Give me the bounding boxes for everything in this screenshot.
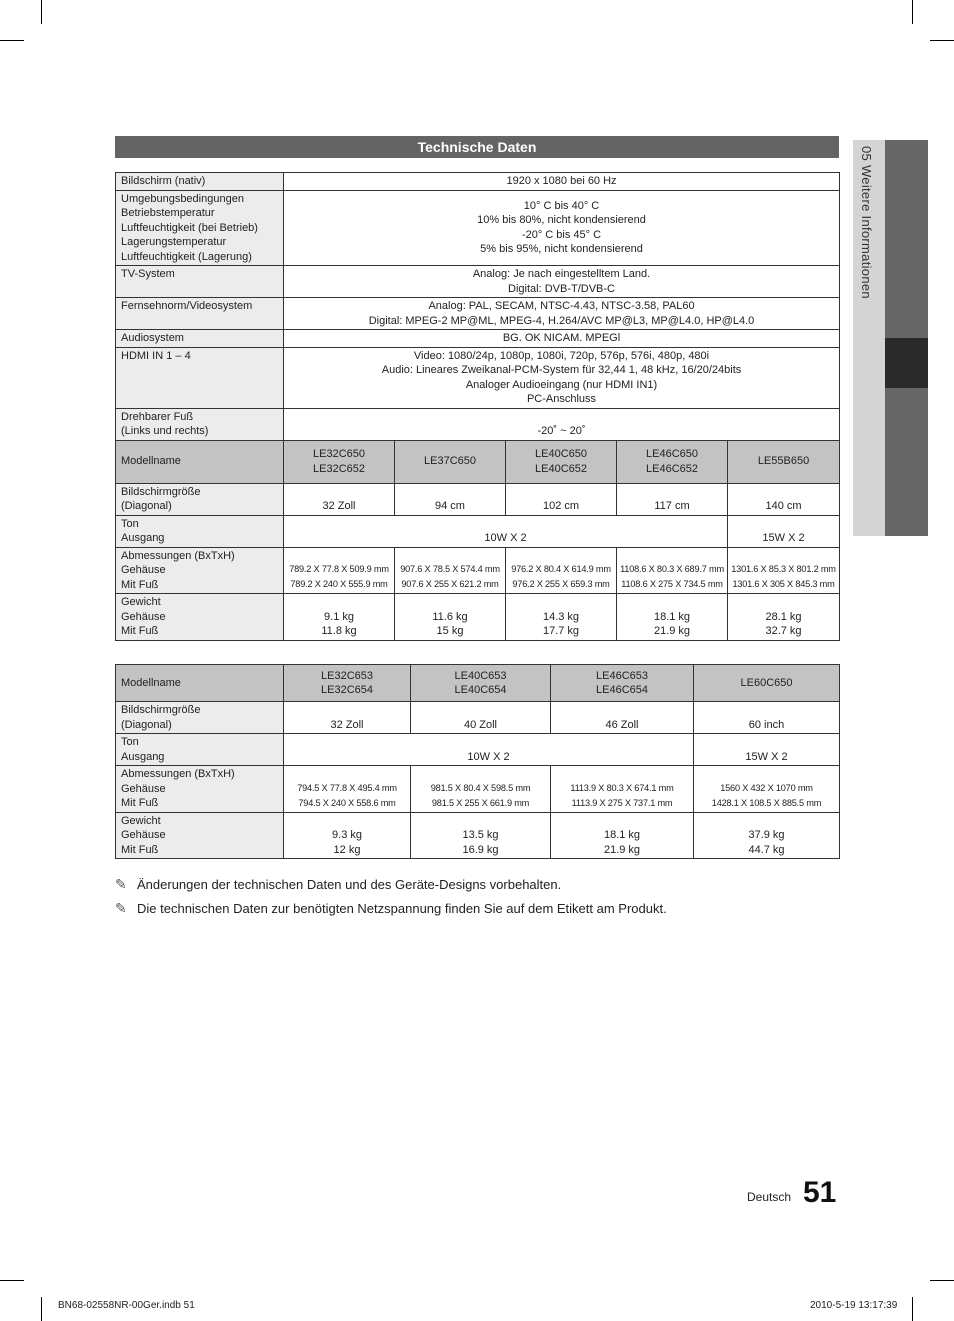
pencil-icon: ✎ bbox=[115, 876, 127, 892]
cell-line: Analoger Audioeingang (nur HDMI IN1) bbox=[465, 378, 658, 391]
spec-value bbox=[284, 190, 840, 266]
cell-line: 18.1 kg bbox=[603, 829, 641, 841]
crop-mark bbox=[930, 1280, 954, 1281]
size-value: 60 inch bbox=[694, 702, 840, 734]
cell-line: LE46C650 bbox=[646, 448, 698, 460]
crop-mark bbox=[0, 40, 24, 41]
cell-line: 907.6 X 78.5 X 574.4 mm bbox=[400, 564, 500, 574]
model-name bbox=[694, 665, 840, 702]
size-value: 46 Zoll bbox=[551, 702, 694, 734]
cell-line: 16.9 kg bbox=[462, 843, 499, 856]
cell-line: Gehäuse bbox=[121, 782, 166, 795]
note: ✎ Änderungen der technischen Daten und des Geräte-Designs vorbehalten. bbox=[115, 876, 562, 892]
cell-line: Analog: PAL, SECAM, NTSC-4.43, NTSC-3.58, PAL60 bbox=[428, 300, 695, 312]
cell-line: -20° C bis 45° C bbox=[521, 228, 602, 241]
cell-line: PC-Anschluss bbox=[526, 393, 597, 405]
dimension-value bbox=[395, 547, 506, 594]
cell-line: 1113.9 X 80.3 X 674.1 mm bbox=[570, 782, 674, 793]
size-label bbox=[116, 702, 284, 734]
weight-value bbox=[694, 812, 840, 859]
cell-line: Gehäuse bbox=[121, 610, 166, 623]
cell-line: 794.5 X 77.8 X 495.4 mm bbox=[297, 782, 397, 793]
crop-mark bbox=[930, 40, 954, 41]
cell-line: 976.2 X 255 X 659.3 mm bbox=[512, 579, 610, 589]
model-label: Modellname bbox=[116, 440, 284, 483]
cell-line: 44.7 kg bbox=[748, 843, 785, 856]
spec-row bbox=[116, 298, 840, 330]
spec-row bbox=[116, 347, 840, 408]
spec-table-2 bbox=[115, 664, 840, 859]
cell-line: TV-System bbox=[121, 268, 175, 280]
sound-label bbox=[116, 734, 284, 766]
size-row bbox=[116, 702, 840, 734]
spec-row bbox=[116, 190, 840, 266]
cell-line: Gehäuse bbox=[121, 564, 166, 576]
model-label: Modellname bbox=[116, 665, 284, 702]
crop-mark bbox=[41, 0, 42, 24]
cell-line: 981.5 X 80.4 X 598.5 mm bbox=[430, 782, 531, 793]
sound-value: 10W X 2 bbox=[284, 734, 694, 766]
spec-label bbox=[116, 173, 284, 191]
cell-line: Audiosystem bbox=[121, 332, 184, 344]
sound-row bbox=[116, 734, 840, 766]
weight-value bbox=[284, 594, 395, 641]
cell-line: Mit Fuß bbox=[121, 843, 159, 856]
sound-value: 15W X 2 bbox=[694, 734, 840, 766]
cell-line: 789.2 X 240 X 555.9 mm bbox=[290, 579, 388, 589]
spec-value bbox=[284, 298, 840, 330]
cell-line: 1428.1 X 108.5 X 885.5 mm bbox=[711, 797, 822, 808]
size-value: 32 Zoll bbox=[284, 483, 395, 515]
model-name bbox=[284, 440, 395, 483]
weight-value bbox=[395, 594, 506, 641]
dimension-row bbox=[116, 547, 840, 594]
cell-line: 21.9 kg bbox=[653, 625, 691, 637]
cell-line: 11.6 kg bbox=[432, 610, 468, 623]
cell-line: 32.7 kg bbox=[765, 625, 802, 637]
model-name bbox=[395, 440, 506, 483]
cell-line: Betriebstemperatur bbox=[121, 207, 215, 219]
weight-value bbox=[728, 594, 840, 641]
cell-line: Gehäuse bbox=[121, 829, 166, 841]
cell-line: 5% bis 95%, nicht kondensierend bbox=[480, 243, 643, 256]
cell-line: 28.1 kg bbox=[765, 610, 802, 623]
spec-label bbox=[116, 266, 284, 298]
dimension-value bbox=[617, 547, 728, 594]
spec-value bbox=[284, 408, 840, 440]
cell-line: (Diagonal) bbox=[121, 718, 172, 731]
cell-line: Audio: Lineares Zweikanal-PCM-System für 32,44 1, 48 kHz, 16/20/24bits bbox=[381, 364, 742, 376]
print-slug-timestamp: 2010-5-19 13:17:39 bbox=[810, 1300, 898, 1311]
cell-line: 37.9 kg bbox=[748, 829, 785, 841]
pencil-icon: ✎ bbox=[115, 900, 127, 916]
cell-line: 1920 x 1080 bei 60 Hz bbox=[506, 175, 617, 187]
size-value: 32 Zoll bbox=[284, 702, 411, 734]
crop-mark bbox=[41, 1297, 42, 1321]
model-row bbox=[116, 440, 840, 483]
size-row bbox=[116, 483, 840, 515]
spec-label bbox=[116, 347, 284, 408]
dimension-row bbox=[116, 766, 840, 813]
cell-line: 907.6 X 255 X 621.2 mm bbox=[401, 579, 499, 589]
cell-line: 18.1 kg bbox=[653, 610, 691, 623]
size-value: 140 cm bbox=[728, 483, 840, 515]
size-value: 40 Zoll bbox=[411, 702, 551, 734]
cell-line: Ausgang bbox=[121, 532, 165, 544]
cell-line: LE46C654 bbox=[596, 684, 648, 696]
model-name bbox=[506, 440, 617, 483]
cell-line: Lagerungstemperatur bbox=[121, 236, 227, 248]
cell-line: Abmessungen (BxTxH) bbox=[121, 768, 235, 780]
cell-line: Mit Fuß bbox=[121, 797, 159, 809]
weight-value bbox=[411, 812, 551, 859]
weight-value bbox=[617, 594, 728, 641]
dimension-value bbox=[411, 766, 551, 813]
cell-line: Fernsehnorm/Videosystem bbox=[121, 300, 253, 312]
model-name bbox=[728, 440, 840, 483]
spec-label bbox=[116, 298, 284, 330]
cell-line: 1301.6 X 85.3 X 801.2 mm bbox=[731, 564, 836, 574]
sound-row bbox=[116, 515, 840, 547]
cell-line: BG. OK NICAM. MPEGl bbox=[502, 332, 621, 344]
weight-row bbox=[116, 594, 840, 641]
cell-line: Digital: DVB-T/DVB-C bbox=[508, 282, 615, 295]
cell-line: LE32C653 bbox=[321, 669, 373, 682]
cell-line: LE46C653 bbox=[596, 669, 648, 682]
cell-line: LE32C652 bbox=[313, 462, 365, 475]
cell-line: Bildschirmgröße bbox=[121, 485, 201, 498]
dimension-value bbox=[551, 766, 694, 813]
cell-line: Digital: MPEG-2 MP@ML, MPEG-4, H.264/AVC MP@L3, MP@L4.0, HP@L4.0 bbox=[368, 314, 755, 327]
sound-value: 15W X 2 bbox=[728, 515, 840, 547]
cell-line: LE32C650 bbox=[313, 448, 365, 460]
cell-line: 13.5 kg bbox=[462, 829, 499, 841]
sound-value: 10W X 2 bbox=[284, 515, 728, 547]
cell-line: Ton bbox=[121, 736, 139, 748]
spec-value bbox=[284, 266, 840, 298]
footer-language: Deutsch bbox=[747, 1190, 792, 1204]
note: ✎ Die technischen Daten zur benötigten Netzspannung finden Sie auf dem Etikett am Produkt. bbox=[115, 900, 667, 916]
weight-label bbox=[116, 812, 284, 859]
cell-line: 789.2 X 77.8 X 509.9 mm bbox=[289, 564, 389, 574]
cell-line: 981.5 X 255 X 661.9 mm bbox=[431, 797, 530, 808]
cell-line: 1560 X 432 X 1070 mm bbox=[720, 782, 813, 793]
spec-row bbox=[116, 330, 840, 348]
cell-line: 1108.6 X 80.3 X 689.7 mm bbox=[620, 564, 724, 574]
size-label bbox=[116, 483, 284, 515]
weight-value bbox=[551, 812, 694, 859]
section-title: Technische Daten bbox=[115, 136, 839, 158]
weight-row bbox=[116, 812, 840, 859]
cell-line: 17.7 kg bbox=[542, 625, 580, 637]
cell-line: Luftfeuchtigkeit (bei Betrieb) bbox=[121, 221, 258, 234]
cell-line: Gewicht bbox=[121, 596, 161, 608]
side-tab-active-block bbox=[885, 338, 928, 388]
cell-line: LE46C652 bbox=[646, 462, 698, 475]
dimension-value bbox=[506, 547, 617, 594]
spec-label bbox=[116, 330, 284, 348]
cell-line: LE37C650 bbox=[424, 455, 476, 468]
crop-mark bbox=[912, 0, 913, 24]
cell-line: Umgebungsbedingungen bbox=[121, 192, 244, 205]
cell-line: (Links und rechts) bbox=[121, 425, 209, 437]
cell-line: LE60C650 bbox=[740, 676, 793, 689]
cell-line: 1301.6 X 305 X 845.3 mm bbox=[732, 579, 835, 589]
cell-line: HDMI IN 1 – 4 bbox=[121, 349, 191, 362]
dimension-label bbox=[116, 547, 284, 594]
cell-line: Bildschirm (nativ) bbox=[121, 175, 206, 187]
spec-table-1 bbox=[115, 172, 840, 641]
spec-row bbox=[116, 408, 840, 440]
spec-row bbox=[116, 173, 840, 191]
cell-line: Video: 1080/24p, 1080p, 1080i, 720p, 576p, 576i, 480p, 480i bbox=[413, 349, 710, 362]
cell-line: 10% bis 80%, nicht kondensierend bbox=[477, 214, 646, 227]
cell-line: 1113.9 X 275 X 737.1 mm bbox=[571, 797, 673, 808]
cell-line: Gewicht bbox=[121, 814, 161, 827]
dimension-value bbox=[728, 547, 840, 594]
size-value: 102 cm bbox=[506, 483, 617, 515]
cell-line: 14.3 kg bbox=[542, 610, 580, 623]
cell-line: Abmessungen (BxTxH) bbox=[121, 549, 235, 562]
side-tab-block bbox=[885, 388, 928, 536]
spec-value bbox=[284, 330, 840, 348]
spec-label bbox=[116, 190, 284, 266]
print-slug-file: BN68-02558NR-00Ger.indb 51 bbox=[58, 1300, 195, 1311]
model-name bbox=[411, 665, 551, 702]
cell-line: LE40C653 bbox=[454, 669, 507, 682]
cell-line: -20˚ ~ 20˚ bbox=[537, 425, 586, 437]
weight-value bbox=[506, 594, 617, 641]
cell-line: LE32C654 bbox=[321, 684, 373, 696]
spec-value bbox=[284, 347, 840, 408]
dimension-label bbox=[116, 766, 284, 813]
cell-line: Luftfeuchtigkeit (Lagerung) bbox=[121, 250, 252, 263]
cell-line: Mit Fuß bbox=[121, 625, 159, 637]
model-name bbox=[284, 665, 411, 702]
cell-line: Mit Fuß bbox=[121, 578, 159, 591]
cell-line: 9.3 kg bbox=[332, 829, 362, 841]
spec-label bbox=[116, 408, 284, 440]
cell-line: 15 kg bbox=[436, 625, 464, 637]
cell-line: Bildschirmgröße bbox=[121, 704, 201, 716]
side-tab-label: 05 Weitere Informationen bbox=[859, 146, 874, 299]
cell-line: 21.9 kg bbox=[603, 843, 641, 856]
weight-label bbox=[116, 594, 284, 641]
dimension-value bbox=[284, 547, 395, 594]
crop-mark bbox=[0, 1280, 24, 1281]
dimension-value bbox=[694, 766, 840, 813]
weight-value bbox=[284, 812, 411, 859]
size-value: 94 cm bbox=[395, 483, 506, 515]
cell-line: LE40C654 bbox=[454, 684, 507, 696]
dimension-value bbox=[284, 766, 411, 813]
cell-line: (Diagonal) bbox=[121, 500, 172, 512]
cell-line: 9.1 kg bbox=[324, 610, 354, 623]
sound-label bbox=[116, 515, 284, 547]
cell-line: 794.5 X 240 X 558.6 mm bbox=[298, 797, 396, 808]
cell-line: Analog: Je nach eingestelltem Land. bbox=[472, 268, 651, 280]
cell-line: Drehbarer Fuß bbox=[121, 410, 194, 423]
cell-line: 1108.6 X 275 X 734.5 mm bbox=[621, 579, 723, 589]
spec-row bbox=[116, 266, 840, 298]
page-number: 51 bbox=[803, 1176, 837, 1209]
cell-line: 12 kg bbox=[333, 843, 361, 856]
side-tab-block bbox=[885, 140, 928, 338]
model-row bbox=[116, 665, 840, 702]
cell-line: Ausgang bbox=[121, 750, 165, 763]
cell-line: LE55B650 bbox=[757, 455, 810, 468]
cell-line: 976.2 X 80.4 X 614.9 mm bbox=[511, 564, 611, 574]
cell-line: 10° C bis 40° C bbox=[523, 199, 600, 212]
model-name bbox=[551, 665, 694, 702]
size-value: 117 cm bbox=[617, 483, 728, 515]
cell-line: LE40C652 bbox=[535, 462, 587, 475]
spec-value bbox=[284, 173, 840, 191]
crop-mark bbox=[912, 1297, 913, 1321]
model-name bbox=[617, 440, 728, 483]
cell-line: 11.8 kg bbox=[321, 625, 357, 637]
cell-line: Ton bbox=[121, 517, 139, 530]
cell-line: LE40C650 bbox=[535, 448, 587, 460]
